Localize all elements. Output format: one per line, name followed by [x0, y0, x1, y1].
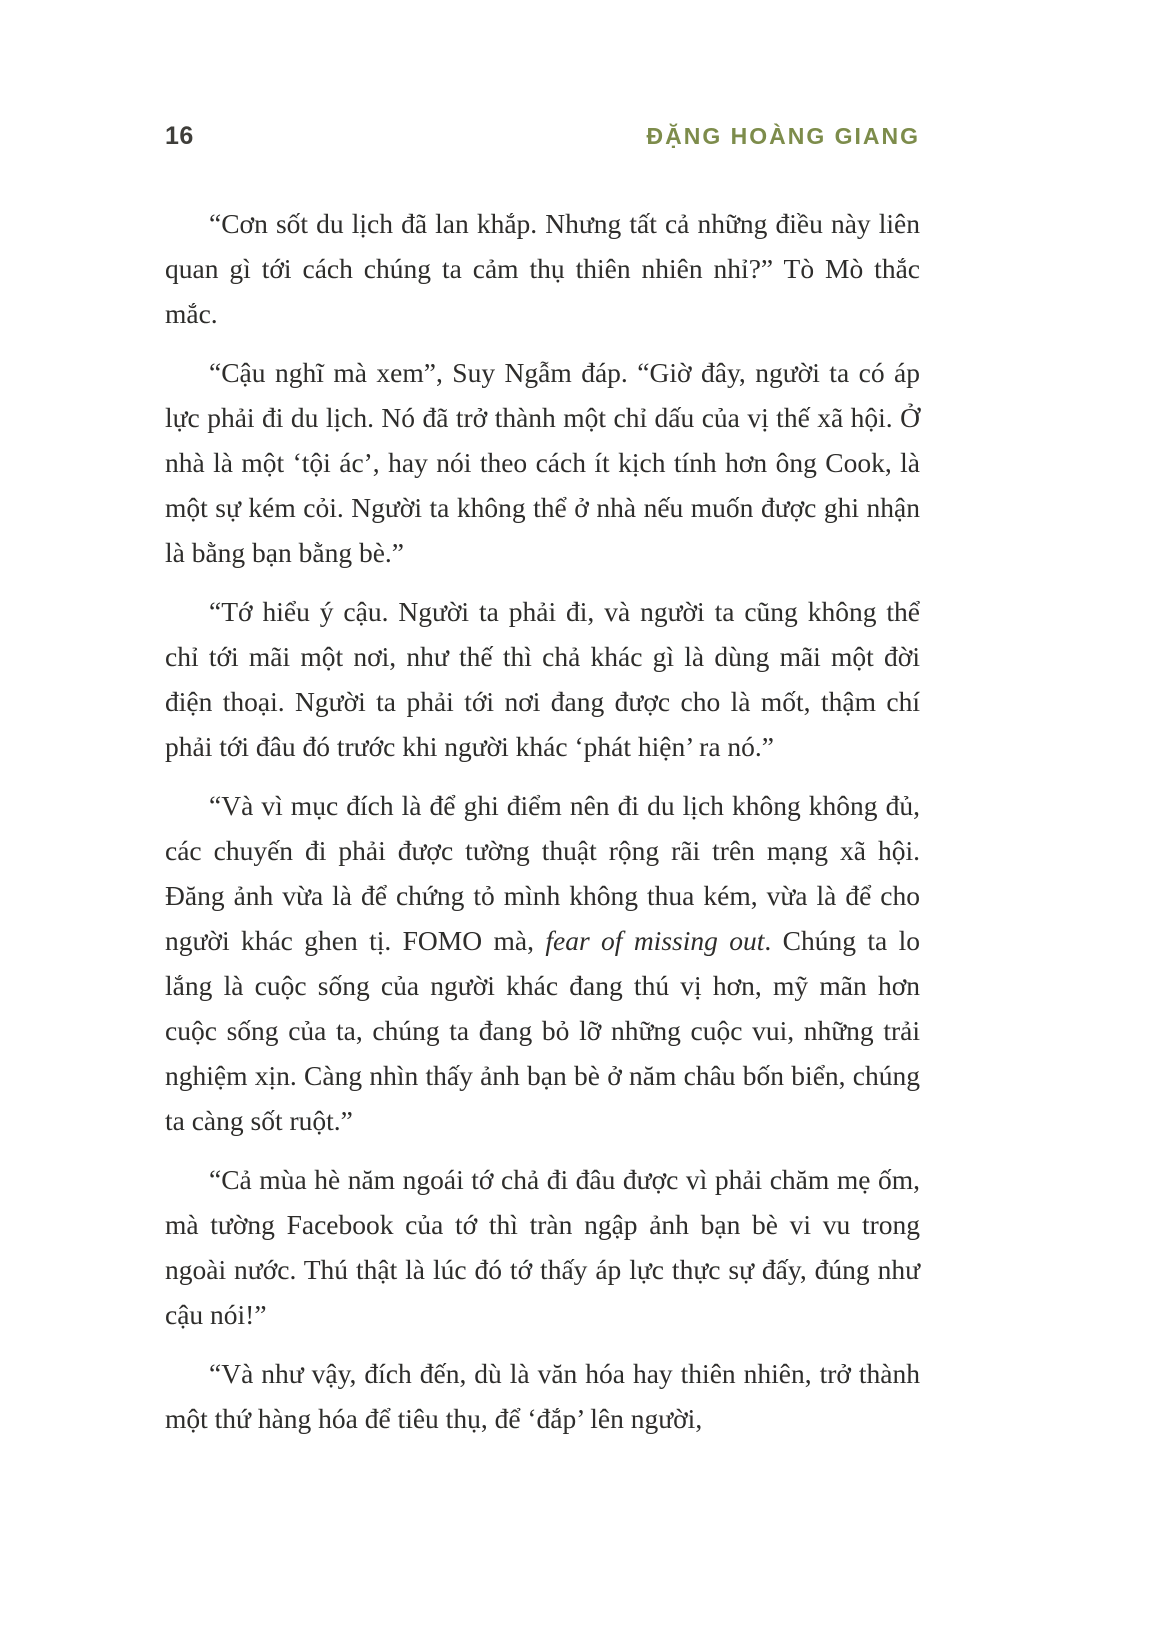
body-text [165, 201, 920, 1441]
paragraph [165, 1351, 920, 1441]
text-run: “Và như vậy, đích đến, dù là văn hóa hay thiên nhiên, trở thành một thứ hàng hóa để tiêu thụ, để ‘đắp’ lên người, [165, 1358, 920, 1434]
text-run: “Cơn sốt du lịch đã lan khắp. Nhưng tất cả những điều này liên quan gì tới cách chúng ta cảm thụ thiên nhiên nhỉ?” Tò Mò thắc mắc. [165, 208, 920, 329]
text-run: “Và vì mục đích là để ghi điểm nên đi du lịch không không đủ, các chuyến đi phải được tường thuật rộng rãi trên mạng xã hội. Đăng ảnh vừa là để chứng tỏ mình không thua kém, vừa là để cho người khác ghen tị. FOMO mà, [165, 790, 920, 956]
text-run: “Cậu nghĩ mà xem”, Suy Ngẫm đáp. “Giờ đây, người ta có áp lực phải đi du lịch. Nó đã trở thành một chỉ dấu của vị thế xã hội. Ở nhà là một ‘tội ác’, hay nói theo cách ít kịch tính hơn ông Cook, là một sự kém cỏi. Người ta không thể ở nhà nếu muốn được ghi nhận là bằng bạn bằng bè.” [165, 357, 920, 568]
running-header-author: ĐẶNG HOÀNG GIANG [646, 123, 920, 149]
paragraph [165, 1157, 920, 1337]
page-number: 16 [165, 122, 194, 150]
page-header [165, 122, 920, 151]
italic-text-run: fear of missing out [545, 925, 765, 956]
text-run: “Tớ hiểu ý cậu. Người ta phải đi, và người ta cũng không thể chỉ tới mãi một nơi, như thế thì chả khác gì là dùng mãi một đời điện thoại. Người ta phải tới nơi đang được cho là mốt, thậm chí phải tới đâu đó trước khi người khác ‘phát hiện’ ra nó.” [165, 596, 920, 762]
text-run: . Chúng ta lo lắng là cuộc sống của người khác đang thú vị hơn, mỹ mãn hơn cuộc sống của ta, chúng ta đang bỏ lỡ những cuộc vui, những trải nghiệm xịn. Càng nhìn thấy ảnh bạn bè ở năm châu bốn biển, chúng ta càng sốt ruột.” [165, 925, 920, 1136]
text-run: “Cả mùa hè năm ngoái tớ chả đi đâu được vì phải chăm mẹ ốm, mà tường Facebook của tớ thì tràn ngập ảnh bạn bè vi vu trong ngoài nước. Thú thật là lúc đó tớ thấy áp lực thực sự đấy, đúng như cậu nói!” [165, 1164, 920, 1330]
paragraph [165, 350, 920, 575]
paragraph [165, 783, 920, 1143]
paragraph [165, 201, 920, 336]
paragraph [165, 589, 920, 769]
